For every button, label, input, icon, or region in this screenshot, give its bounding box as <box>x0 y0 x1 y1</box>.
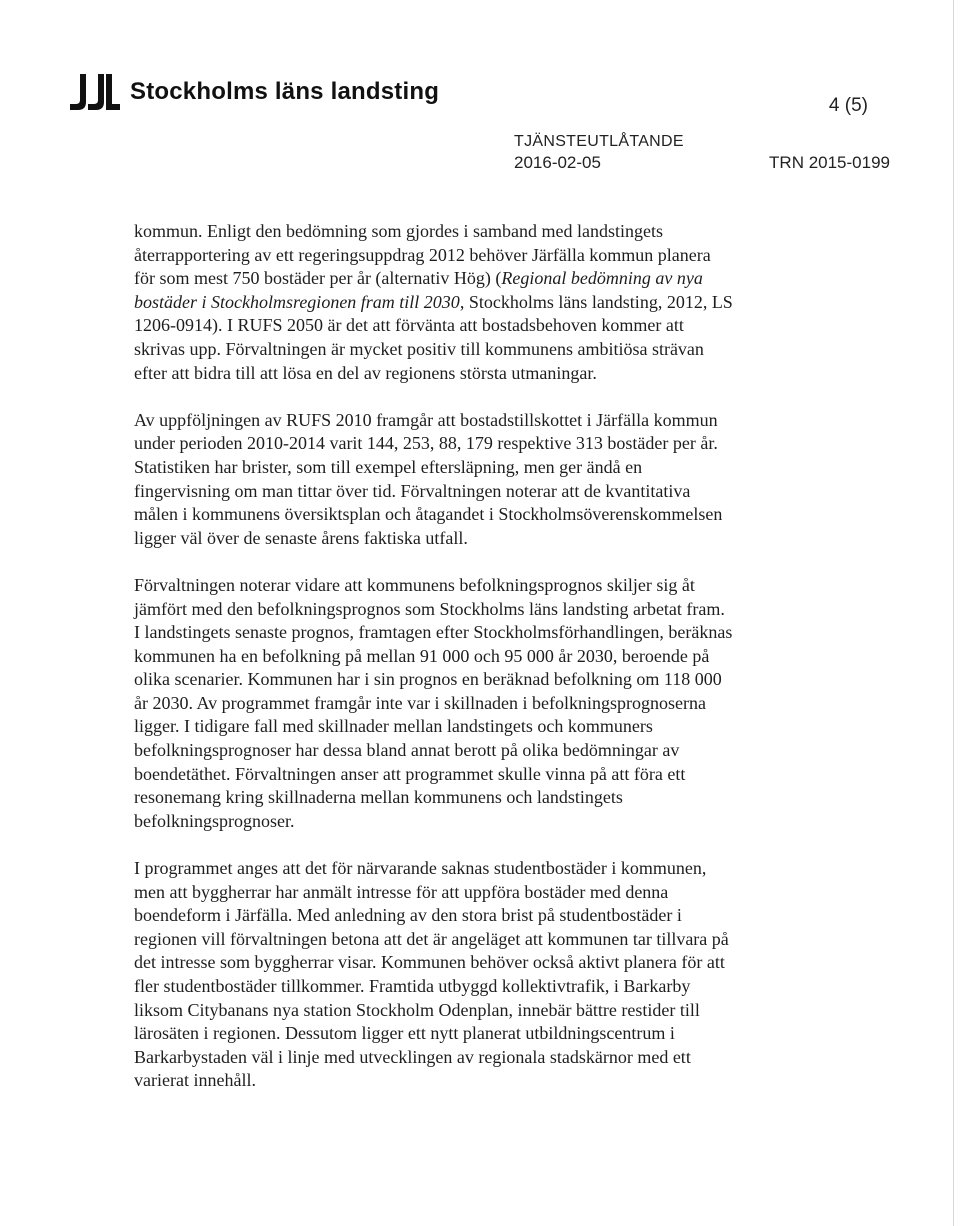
brand-name: Stockholms läns landsting <box>130 78 440 105</box>
document-body <box>134 220 734 1117</box>
paragraph-text: kommun. Enligt den bedömning som gjordes i samband med landstingets återrapportering av ett regeringsuppdrag 2012 behöver Järfälla kommun planera för som mest 750 bostäder per år (alternativ Hög) ( <box>134 221 711 289</box>
cited-report-title: Regional bedömning av nya bostäder i Stockholmsregionen fram till 2030 <box>134 268 703 312</box>
document-date: 2016-02-05 <box>514 153 601 172</box>
scan-edge-line <box>953 0 954 1226</box>
paragraph: Av uppföljningen av RUFS 2010 framgår att bostadstillskottet i Järfälla kommun under perioden 2010-2014 varit 144, 253, 88, 179 respektive 313 bostäder per år. Statistiken har brister, som till exempel eftersläpning, men ger ändå en fingervisning om man tittar över tid. Förvaltningen noterar att de kvantitativa målen i kommunens översiktsplan och åtagandet i Stockholmsöverenskommelsen ligger väl över de senaste årens faktiska utfall. <box>134 409 723 548</box>
paragraph-text: , Stockholms läns landsting, 2012, LS 1206-0914). I RUFS 2050 är det att förvänta att bostadsbehoven kommer att skrivas upp. Förvaltningen är mycket positiv till kommunens ambitiösa strävan efter att bidra till att lösa en del av regionens största utmaningar. <box>134 291 733 383</box>
paragraph: I programmet anges att det för närvarande saknas studentbostäder i kommunen, men att byggherrar har anmält intresse för att uppföra bostäder med denna boendeform i Järfälla. Med anledning av den stora brist på studentbostäder i regionen vill förvaltningen betona att det är angeläget att kommunen tar tillvara på det intresse som byggherrar visar. Kommunen behöver också aktivt planera för att fler studentbostäder tillkommer. Framtida utbyggd kollektivtrafik, i Barkarby liksom Citybanans nya station Stockholm Odenplan, innebär bättre restider till lärosäten i regionen. Dessutom ligger ett nytt planerat utbildningscentrum i Barkarbystaden väl i linje med utvecklingen av regionala stadskärnor med ett varierat innehåll. <box>134 858 729 1091</box>
page-number: 4 (5) <box>828 95 868 116</box>
document-type: TJÄNSTEUTLÅTANDE <box>514 133 684 150</box>
document-reference: TRN 2015-0199 <box>769 153 890 172</box>
paragraph <box>134 220 734 385</box>
paragraph: Förvaltningen noterar vidare att kommunens befolkningsprognos skiljer sig åt jämfört med den befolkningsprognos som Stockholms läns landsting arbetat fram. I landstingets senaste prognos, framtagen efter Stockholmsförhandlingen, beräknas kommunen ha en befolkning på mellan 91 000 och 95 000 år 2030, beroende på olika scenarier. Kommunen har i sin prognos en beräknad befolkning om 118 000 år 2030. Av programmet framgår inte var i skillnaden i befolkningsprognoserna ligger. I tidigare fall med skillnader mellan landstingets och kommuners befolkningsprognoser har dessa bland annat berott på olika bedömningar av boendetäthet. Förvaltningen anser att programmet skulle vinna på att föra ett resonemang kring skillnaderna mellan kommunens och landstingets befolkningsprognoser. <box>134 574 733 831</box>
letterhead <box>68 70 439 114</box>
sll-logo-icon <box>68 70 122 114</box>
